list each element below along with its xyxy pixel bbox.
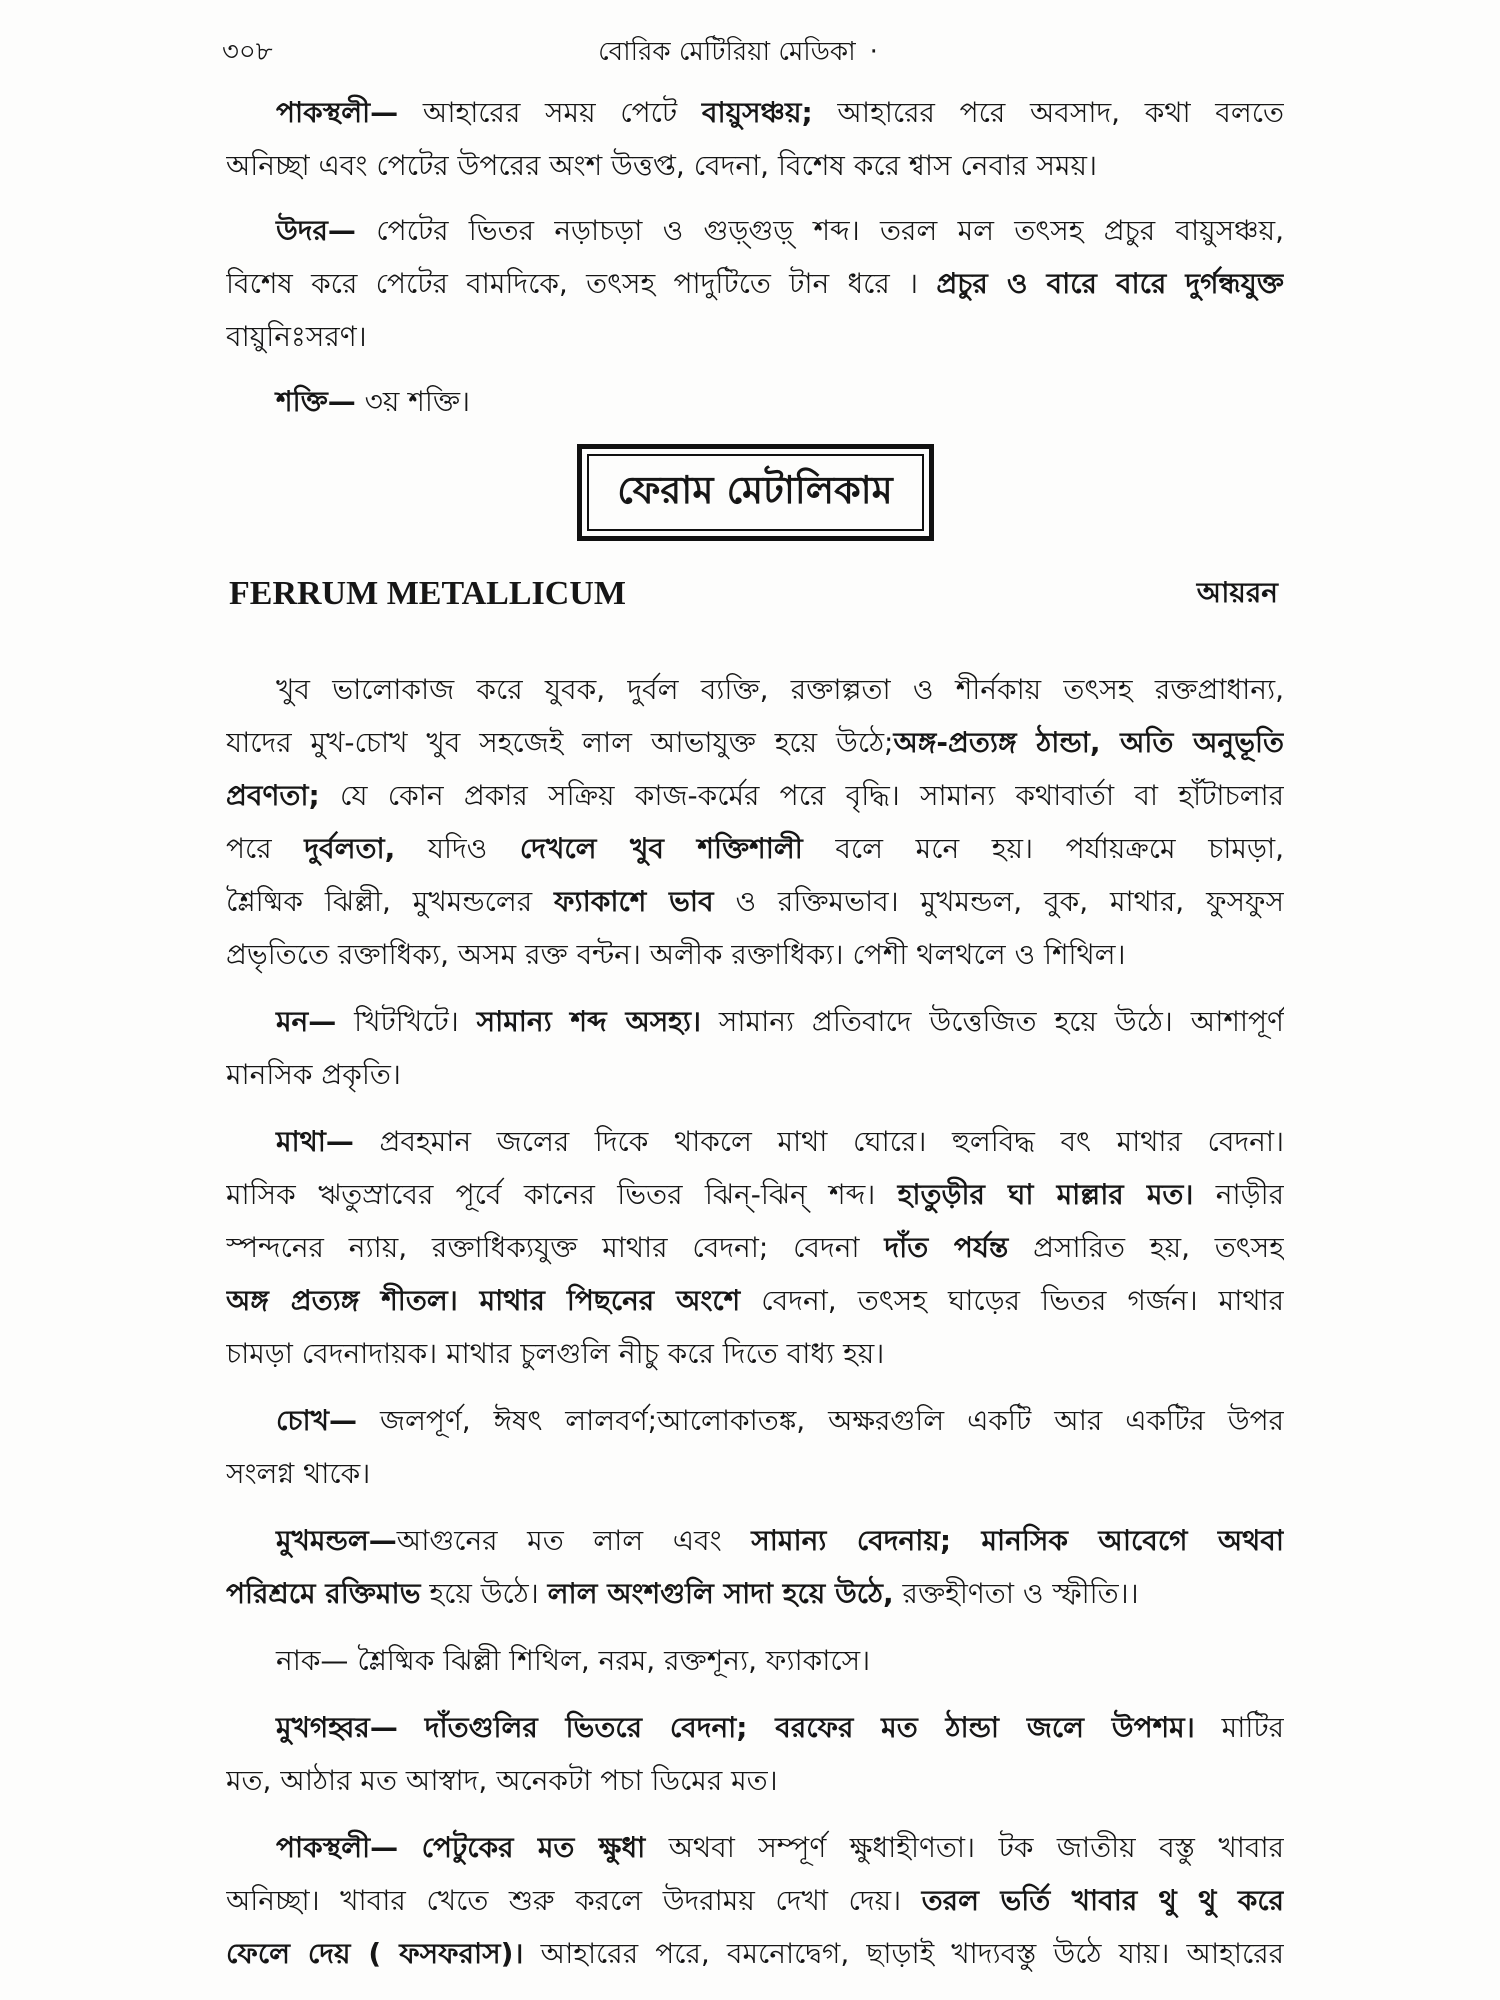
bold-text: অঙ্গ প্রত্যঙ্গ শীতল। মাথার পিছনের অংশে (226, 1284, 741, 1317)
text-line (226, 139, 1284, 192)
bold-text: প্রবণতা; (226, 779, 320, 812)
bold-text: মাথা— (276, 1125, 354, 1158)
body-text: যে কোন প্রকার সক্রিয় কাজ-কর্মের পরে বৃদ্ধি। সামান্য কথাবার্তা বা হাঁটাচলার (319, 779, 1284, 812)
body-text: পরে (226, 832, 305, 865)
text-line (226, 1567, 1284, 1620)
text-line (226, 875, 1284, 928)
body-text: নাক— শ্লৈষ্মিক ঝিল্লী শিথিল, নরম, রক্তশূন্য, ফ্যাকাসে। (276, 1644, 871, 1677)
bold-text: মুখগহ্বর— (276, 1711, 398, 1744)
body-text: শ্লৈষ্মিক ঝিল্লী, মুখমন্ডলের (226, 885, 555, 918)
text-line (226, 1447, 1284, 1500)
bold-text: প্রচুর ও বারে বারে দুর্গন্ধযুক্ত (936, 267, 1284, 300)
body-text: মত, আঠার মত আস্বাদ, অনেকটা পচা ডিমের মত। (226, 1764, 778, 1797)
body-text: নাড়ীর (1193, 1178, 1284, 1211)
text-line (226, 822, 1284, 875)
body-text: বায়ুনিঃসরণ। (226, 320, 367, 353)
text-line (226, 86, 1284, 139)
text-line (226, 995, 1284, 1048)
bold-text: ফেলে দেয় ( ফসফরাস)। (226, 1937, 524, 1970)
bold-text: হাতুড়ীর ঘা মাল্লার মত। (897, 1178, 1194, 1211)
book-title: বোরিক মেটিরিয়া মেডিকা (598, 37, 856, 67)
remedy-section (226, 663, 1284, 1980)
bold-text: মন— (276, 1005, 337, 1038)
page-content (222, 0, 1284, 1980)
body-text: প্রসারিত হয়, তৎসহ (1008, 1231, 1284, 1264)
text-line (226, 1874, 1284, 1927)
body-text: হয়ে উঠে। (420, 1577, 548, 1610)
text-line (226, 1754, 1284, 1807)
paragraph-head (226, 1115, 1284, 1380)
paragraph-mouth (226, 1701, 1284, 1807)
remedy-name-row (226, 569, 1284, 619)
body-text: অনিচ্ছা এবং পেটের উপরের অংশ উত্তপ্ত, বেদনা, বিশেষ করে শ্বাস নেবার সময়। (226, 149, 1098, 182)
bold-text: মুখমন্ডল— (276, 1524, 397, 1557)
text-line (226, 1634, 1284, 1687)
body-text: সংলগ্ন থাকে। (226, 1457, 371, 1490)
body-text: খিটখিটে। (336, 1005, 477, 1038)
body-text: বিশেষ করে পেটের বামদিকে, তৎসহ পাদুটিতে টান ধরে । (226, 267, 937, 300)
text-line (226, 375, 1284, 428)
bold-text: পেটুকের মত ক্ষুধা (421, 1831, 646, 1864)
body-text: পেটের ভিতর নড়াচড়া ও গুড়্গুড়্ শব্দ। তরল মল তৎসহ প্রচুর বায়ুসঞ্চয়, (355, 214, 1284, 247)
body-text: আহারের সময় পেটে (398, 96, 702, 129)
text-line (226, 716, 1284, 769)
body-text: আহারের পরে অবসাদ, কথা বলতে (812, 96, 1284, 129)
body-text: মাটির (1194, 1711, 1284, 1744)
body-text: বেদনা, তৎসহ ঘাড়ের ভিতর গর্জন। মাথার (740, 1284, 1284, 1317)
paragraph-stomach (226, 86, 1284, 192)
bold-text: লাল অংশগুলি সাদা হয়ে উঠে, (547, 1577, 894, 1610)
bold-text: তরল ভর্তি খাবার থু থু করে (921, 1884, 1284, 1917)
bold-text: সামান্য শব্দ অসহ্য। (476, 1005, 702, 1038)
body-text: অথবা সম্পূর্ণ ক্ষুধাহীণতা। টক জাতীয় বস্তু খাবার (645, 1831, 1284, 1864)
body-text: যাদের মুখ-চোখ খুব সহজেই লাল আভাযুক্ত হয়ে উঠে; (226, 726, 894, 759)
bold-text: পাকস্থলী— (276, 1831, 399, 1864)
body-text: খুব ভালোকাজ করে যুবক, দুর্বল ব্যক্তি, রক্তাল্পতা ও শীর্নকায় তৎসহ রক্তপ্রাধান্য, (276, 673, 1284, 706)
remedy-common-name: আয়রন (1196, 575, 1278, 609)
book-title-header (226, 30, 1250, 74)
text-line (226, 769, 1284, 822)
paragraph-mind (226, 995, 1284, 1101)
body-text: প্রবহমান জলের দিকে থাকলে মাথা ঘোরে। হুলবিদ্ধ বৎ মাথার বেদনা। (353, 1125, 1284, 1158)
body-text: ও রক্তিমভাব। মুখমন্ডল, বুক, মাথার, ফুসফুস (713, 885, 1284, 918)
bold-text: দাঁতগুলির ভিতরে বেদনা; বরফের মত ঠান্ডা জলে উপশম। (424, 1711, 1195, 1744)
page-number: ৩০৮ (222, 37, 273, 67)
paragraph-general-description (226, 663, 1284, 981)
body-text: অনিচ্ছা। খাবার খেতে শুরু করলে উদরাময় দেখা দেয়। (226, 1884, 922, 1917)
text-line (226, 1701, 1284, 1754)
remedy-title-box (577, 444, 934, 541)
text-line (226, 1274, 1284, 1327)
text-line (226, 257, 1284, 310)
remedy-title-box-wrap (226, 444, 1284, 541)
text-line (226, 310, 1284, 363)
text-line (226, 1168, 1284, 1221)
paragraph-nose (226, 1634, 1284, 1687)
text-line (226, 204, 1284, 257)
body-text: প্রভৃতিতে রক্তাধিক্য, অসম রক্ত বন্টন। অলীক রক্তাধিক্য। পেশী থলথলে ও শিথিল। (226, 938, 1126, 971)
bold-text: ফ্যাকাশে ভাব (554, 885, 714, 918)
paragraph-potency (226, 375, 1284, 428)
previous-remedy-section (226, 86, 1284, 428)
body-text (398, 1831, 422, 1864)
bold-text: অঙ্গ-প্রত্যঙ্গ ঠান্ডা, অতি অনুভূতি (893, 726, 1284, 759)
bold-text: পাকস্থলী— (276, 96, 399, 129)
body-text: ৩য় শক্তি। (355, 385, 471, 418)
bold-text: উদর— (276, 214, 356, 247)
text-line (226, 1115, 1284, 1168)
bold-text: দুর্বলতা, (304, 832, 396, 865)
paragraph-face (226, 1514, 1284, 1620)
bold-text: শক্তি— (276, 385, 356, 418)
body-text: স্পন্দনের ন্যায়, রক্তাধিক্যযুক্ত মাথার বেদনা; বেদনা (226, 1231, 885, 1264)
text-line (226, 1221, 1284, 1274)
bold-text: বায়ুসঞ্চয়; (701, 96, 813, 129)
text-line (226, 663, 1284, 716)
text-line (226, 1394, 1284, 1447)
text-line (226, 928, 1284, 981)
bold-text: দেখলে খুব শক্তিশালী (519, 832, 803, 865)
running-header (222, 30, 1284, 74)
remedy-bengali-title: ফেরাম মেটালিকাম (617, 467, 893, 512)
body-text (398, 1711, 425, 1744)
text-line (226, 1927, 1284, 1980)
bold-text: পরিশ্রমে রক্তিমাভ (226, 1577, 421, 1610)
remedy-title-box-inner (587, 454, 924, 531)
header-mark: · (869, 37, 878, 67)
body-text: যদিও (395, 832, 520, 865)
body-text: জলপূর্ণ, ঈষৎ লালবর্ণ;আলোকাতঙ্ক, অক্ষরগুলি একটি আর একটির উপর (356, 1404, 1284, 1437)
bold-text: দাঁত পর্যন্ত (884, 1231, 1009, 1264)
bold-text: চোখ— (276, 1404, 357, 1437)
paragraph-abdomen (226, 204, 1284, 363)
body-text: আগুনের মত লাল এবং (396, 1524, 752, 1557)
text-line (226, 1821, 1284, 1874)
body-text: বলে মনে হয়। পর্যায়ক্রমে চামড়া, (802, 832, 1284, 865)
body-text: সামান্য প্রতিবাদে উত্তেজিত হয়ে উঠে। আশাপূর্ণ (701, 1005, 1284, 1038)
text-line (226, 1514, 1284, 1567)
body-text: রক্তহীণতা ও স্ফীতি।। (893, 1577, 1139, 1610)
body-text: মাসিক ঋতুস্রাবের পূর্বে কানের ভিতর ঝিন্-ঝিন্ শব্দ। (226, 1178, 898, 1211)
paragraph-stomach (226, 1821, 1284, 1980)
body-text: মানসিক প্রকৃতি। (226, 1058, 401, 1091)
remedy-latin-title: FERRUM METALLICUM (229, 575, 626, 612)
text-line (226, 1327, 1284, 1380)
bold-text: সামান্য বেদনায়; মানসিক আবেগে অথবা (751, 1524, 1284, 1557)
paragraph-eyes (226, 1394, 1284, 1500)
body-text: চামড়া বেদনাদায়ক। মাথার চুলগুলি নীচু করে দিতে বাধ্য হয়। (226, 1337, 885, 1370)
body-text: আহারের পরে, বমনোদ্বেগ, ছাড়াই খাদ্যবস্তু উঠে যায়। আহারের (523, 1937, 1284, 1970)
text-line (226, 1048, 1284, 1101)
